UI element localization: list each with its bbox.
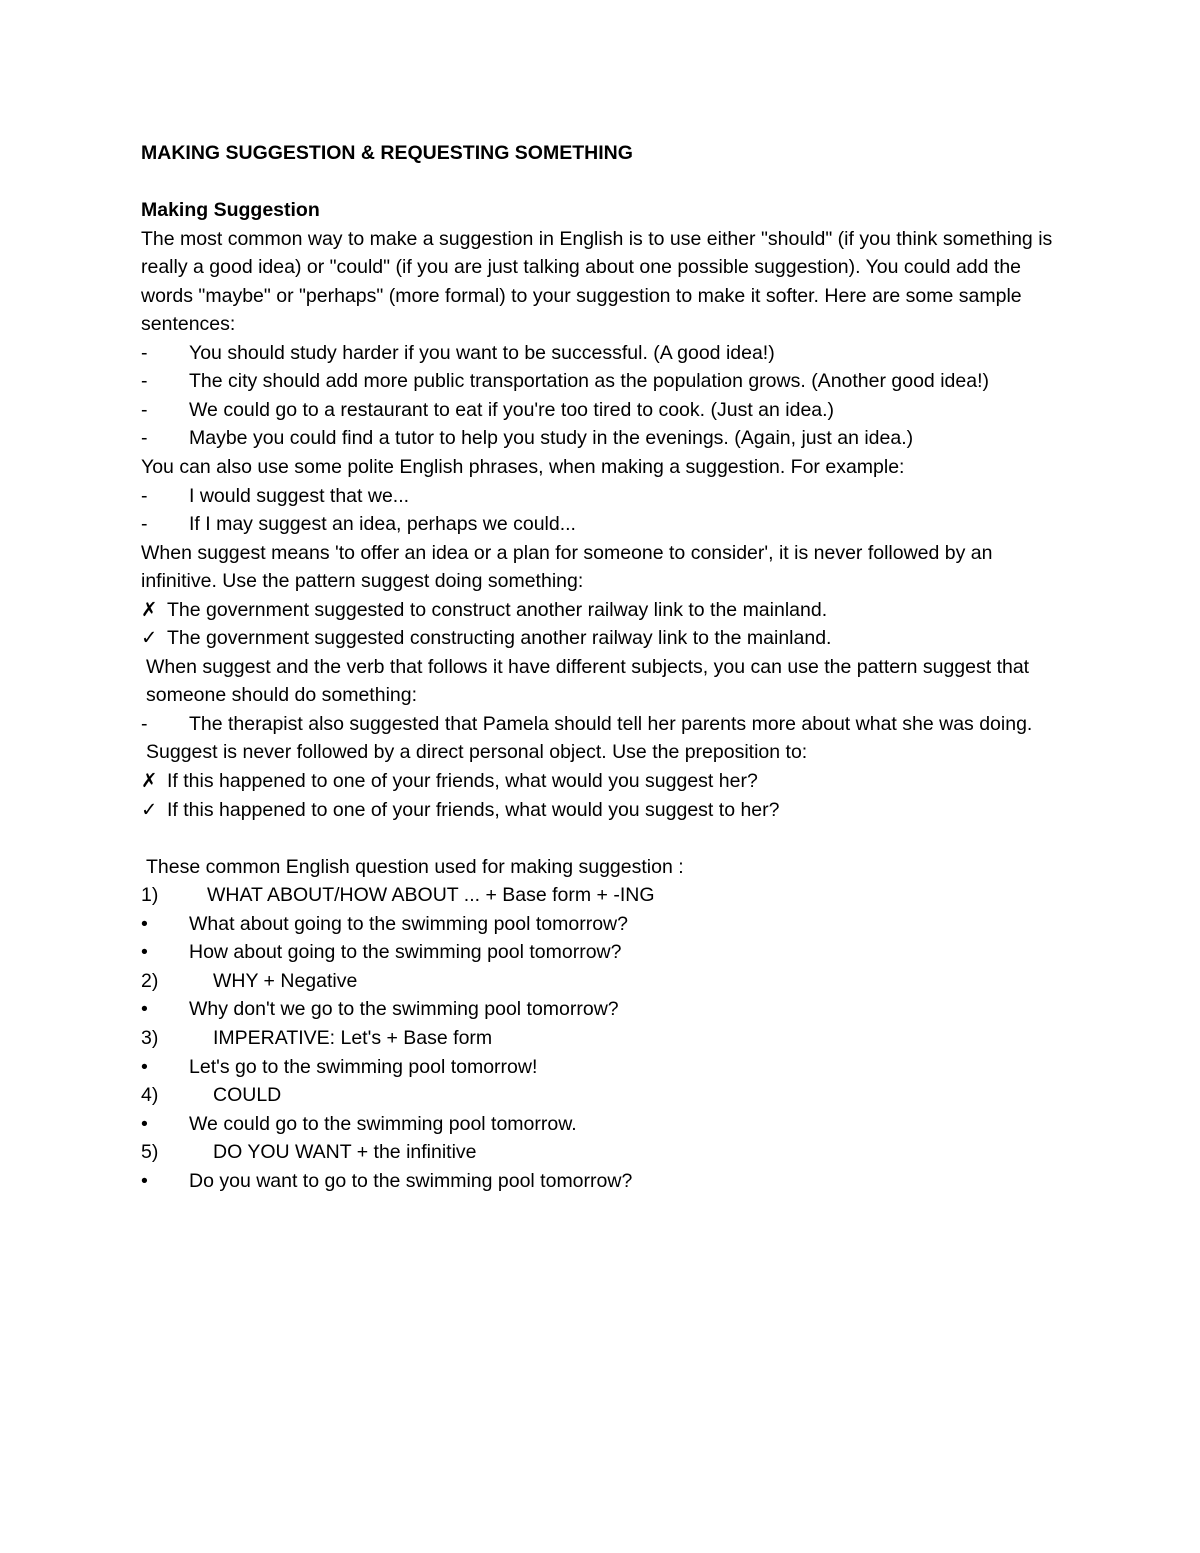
question-heading bbox=[141, 1081, 1071, 1110]
dash-marker: - bbox=[141, 370, 148, 393]
question-example bbox=[141, 1167, 1071, 1196]
example-text: What about going to the swimming pool tomorrow? bbox=[189, 912, 628, 935]
check-icon: ✓ bbox=[141, 627, 158, 650]
bullet-marker: • bbox=[141, 998, 148, 1021]
question-head: WHY + Negative bbox=[213, 969, 358, 992]
question-head: COULD bbox=[213, 1084, 282, 1107]
document-title: MAKING SUGGESTION & REQUESTING SOMETHING bbox=[141, 142, 633, 164]
check-icon: ✓ bbox=[141, 798, 158, 821]
question-head: IMPERATIVE: Let's + Base form bbox=[213, 1026, 493, 1049]
document-page bbox=[141, 139, 1071, 1195]
subject-note: When suggest and the verb that follows it have different subjects, you can use the pattern suggest that someone should do something: bbox=[146, 655, 1030, 707]
question-example bbox=[141, 995, 1071, 1024]
spacer bbox=[141, 168, 1071, 197]
question-number: 2) bbox=[141, 969, 159, 992]
example-right bbox=[141, 796, 1071, 825]
polite-text: If I may suggest an idea, perhaps we could... bbox=[189, 513, 576, 536]
dash-marker: - bbox=[141, 484, 148, 507]
example-right-text: The government suggested constructing another railway link to the mainland. bbox=[167, 627, 832, 650]
bullet-marker: • bbox=[141, 1169, 148, 1192]
therapist-text: The therapist also suggested that Pamela should tell her parents more about what she was doing. bbox=[189, 712, 1033, 735]
sample-text: Maybe you could find a tutor to help you study in the evenings. (Again, just an idea.) bbox=[189, 427, 914, 450]
sample-item bbox=[141, 396, 1071, 425]
question-example bbox=[141, 938, 1071, 967]
example-right bbox=[141, 624, 1071, 653]
question-example bbox=[141, 910, 1071, 939]
sample-text: The city should add more public transportation as the population grows. (Another good idea!) bbox=[189, 370, 989, 393]
sample-item bbox=[141, 424, 1071, 453]
question-head: DO YOU WANT + the infinitive bbox=[213, 1141, 477, 1164]
spacer bbox=[141, 824, 1071, 853]
example-text: Do you want to go to the swimming pool tomorrow? bbox=[189, 1169, 633, 1192]
example-wrong-text: The government suggested to construct another railway link to the mainland. bbox=[167, 598, 828, 621]
bullet-marker: • bbox=[141, 1055, 148, 1078]
question-number: 5) bbox=[141, 1141, 159, 1164]
dash-marker: - bbox=[141, 398, 148, 421]
question-number: 4) bbox=[141, 1084, 159, 1107]
pattern-note: When suggest means 'to offer an idea or a plan for someone to consider', it is never followed by an infinitive. Use the pattern suggest doing something: bbox=[141, 541, 993, 593]
example-right-text: If this happened to one of your friends, what would you suggest to her? bbox=[167, 798, 780, 821]
question-heading bbox=[141, 1024, 1071, 1053]
bullet-marker: • bbox=[141, 912, 148, 935]
example-wrong-text: If this happened to one of your friends, what would you suggest her? bbox=[167, 770, 758, 793]
polite-intro: You can also use some polite English phrases, when making a suggestion. For example: bbox=[141, 456, 905, 479]
sample-item bbox=[141, 367, 1071, 396]
question-number: 1) bbox=[141, 884, 159, 907]
bullet-marker: • bbox=[141, 1112, 148, 1135]
dash-marker: - bbox=[141, 513, 148, 536]
question-heading bbox=[141, 967, 1071, 996]
intro-paragraph: The most common way to make a suggestion in English is to use either "should" (if you think something is really a good idea) or "could" (if you are just talking about one possible suggestion). You could add the words "maybe" or "perhaps" (more formal) to your suggestion to make it softer. Here are some sample sentences: bbox=[141, 227, 1053, 336]
question-number: 3) bbox=[141, 1026, 159, 1049]
example-wrong bbox=[141, 596, 1071, 625]
bullet-marker: • bbox=[141, 941, 148, 964]
example-text: Let's go to the swimming pool tomorrow! bbox=[189, 1055, 538, 1078]
question-head: WHAT ABOUT/HOW ABOUT ... + Base form + -ING bbox=[207, 884, 655, 907]
polite-item bbox=[141, 510, 1071, 539]
dash-marker: - bbox=[141, 712, 148, 735]
dash-marker: - bbox=[141, 341, 148, 364]
example-text: Why don't we go to the swimming pool tomorrow? bbox=[189, 998, 619, 1021]
therapist-item bbox=[141, 710, 1071, 739]
sample-text: You should study harder if you want to be successful. (A good idea!) bbox=[189, 341, 775, 364]
sample-item bbox=[141, 339, 1071, 368]
cross-icon: ✗ bbox=[141, 598, 158, 621]
question-example bbox=[141, 1053, 1071, 1082]
polite-item bbox=[141, 482, 1071, 511]
object-note: Suggest is never followed by a direct personal object. Use the preposition to: bbox=[146, 741, 808, 764]
question-example bbox=[141, 1110, 1071, 1139]
dash-marker: - bbox=[141, 427, 148, 450]
cross-icon: ✗ bbox=[141, 770, 158, 793]
polite-text: I would suggest that we... bbox=[189, 484, 410, 507]
questions-intro: These common English question used for making suggestion : bbox=[146, 855, 684, 878]
example-text: How about going to the swimming pool tomorrow? bbox=[189, 941, 622, 964]
question-heading bbox=[141, 1138, 1071, 1167]
section-heading: Making Suggestion bbox=[141, 199, 320, 222]
question-heading bbox=[141, 881, 1071, 910]
example-text: We could go to the swimming pool tomorrow. bbox=[189, 1112, 577, 1135]
example-wrong bbox=[141, 767, 1071, 796]
sample-text: We could go to a restaurant to eat if you're too tired to cook. (Just an idea.) bbox=[189, 398, 835, 421]
